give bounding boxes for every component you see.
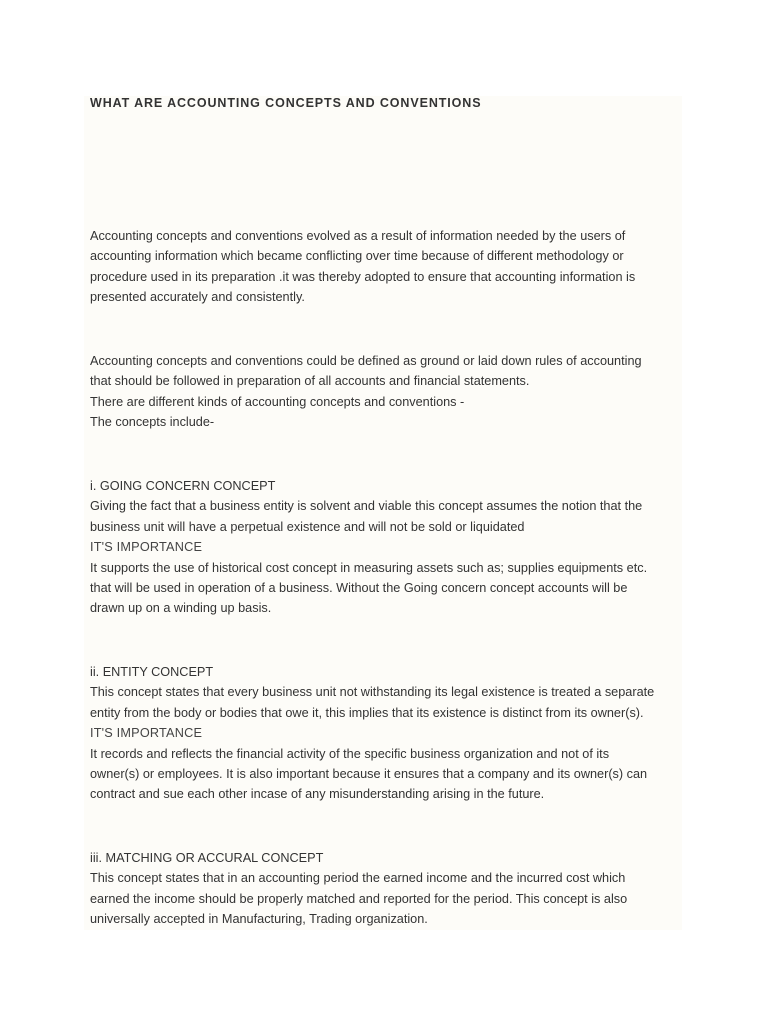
entity-section xyxy=(90,662,680,805)
definition-paragraph xyxy=(90,351,680,433)
section-heading: ii. ENTITY CONCEPT xyxy=(90,665,214,679)
going-concern-section xyxy=(90,476,680,619)
section-line: This concept states that every business unit not withstanding its legal existence is treated a separate xyxy=(90,685,655,700)
section-line: This concept states that in an accounting period the earned income and the incurred cost which xyxy=(90,871,626,886)
intro-line: Accounting concepts and conventions evolved as a result of information needed by the users of xyxy=(90,229,626,243)
importance-line: It records and reflects the financial activity of the specific business organization and not of its xyxy=(90,746,610,761)
importance-line: contract and sue each other incase of any misunderstanding arising in the future. xyxy=(90,787,545,802)
section-line: Giving the fact that a business entity is solvent and viable this concept assumes the notion that the xyxy=(90,499,643,514)
intro-paragraph xyxy=(90,226,680,308)
intro-line: accounting information which became conflicting over time because of different methodology or xyxy=(90,249,624,264)
importance-line: It supports the use of historical cost concept in measuring assets such as; supplies equipments etc. xyxy=(90,560,648,575)
definition-line: Accounting concepts and conventions could be defined as ground or laid down rules of accounting xyxy=(90,354,642,368)
definition-line: The concepts include- xyxy=(90,415,215,430)
importance-line: that will be used in operation of a business. Without the Going concern concept accounts will be xyxy=(90,581,628,596)
importance-line: owner(s) or employees. It is also important because it ensures that a company and its owner(s) can xyxy=(90,767,648,782)
page-title: WHAT ARE ACCOUNTING CONCEPTS AND CONVENTIONS xyxy=(90,96,482,110)
section-heading: iii. MATCHING OR ACCURAL CONCEPT xyxy=(90,851,324,865)
importance-line: drawn up on a winding up basis. xyxy=(90,601,272,616)
section-line: earned the income should be properly matched and reported for the period. This concept is also xyxy=(90,891,628,906)
section-heading: i. GOING CONCERN CONCEPT xyxy=(90,479,276,493)
definition-line: that should be followed in preparation of all accounts and financial statements. xyxy=(90,374,530,389)
matching-section xyxy=(90,848,680,930)
definition-line: There are different kinds of accounting concepts and conventions - xyxy=(90,394,465,409)
importance-label: IT'S IMPORTANCE xyxy=(90,540,203,555)
importance-label: IT'S IMPORTANCE xyxy=(90,726,203,741)
section-line: entity from the body or bodies that owe it, this implies that its existence is distinct from its owner(s). xyxy=(90,705,644,720)
intro-line: presented accurately and consistently. xyxy=(90,290,305,305)
intro-line: procedure used in its preparation .it was thereby adopted to ensure that accounting information is xyxy=(90,269,636,284)
section-line: universally accepted in Manufacturing, Trading organization. xyxy=(90,912,428,927)
section-line: business unit will have a perpetual existence and will not be sold or liquidated xyxy=(90,519,525,534)
